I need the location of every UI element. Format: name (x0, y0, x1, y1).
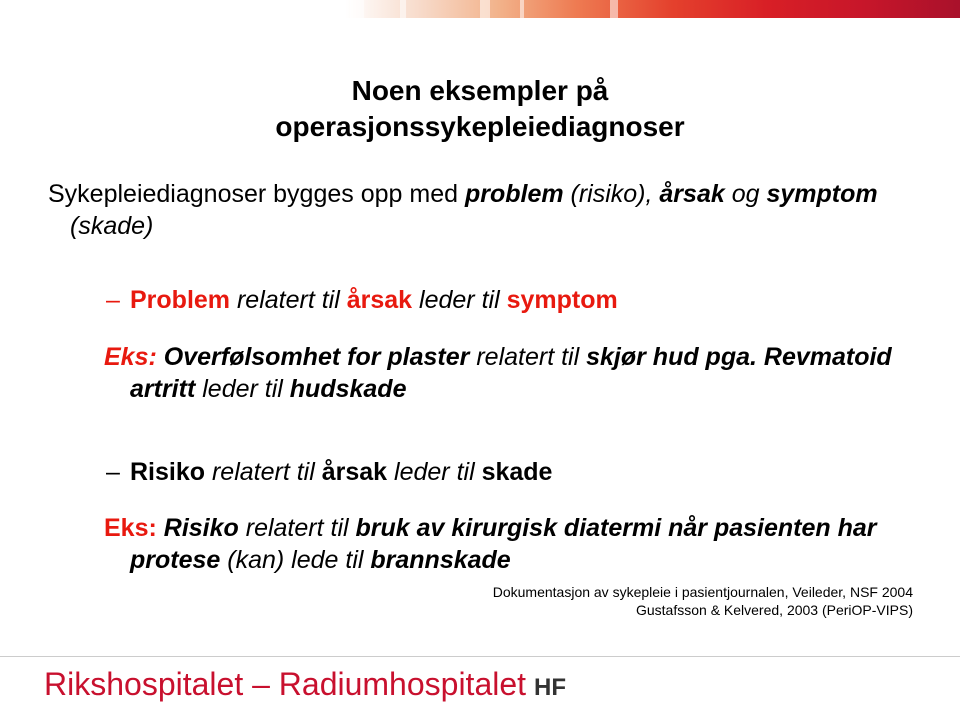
intro-symptom: symptom (766, 180, 878, 208)
reference-1: Dokumentasjon av sykepleie i pasientjournalen, Veileder, NSF 2004 (492, 584, 913, 600)
example2-text-2: (kan) lede til (220, 546, 371, 574)
title-line-1: Noen eksempler på (351, 75, 609, 106)
intro-text-2: (risiko), (563, 180, 660, 208)
formula1-text-2: leder til (412, 286, 507, 314)
formula2-text-1: relatert til (205, 458, 322, 486)
logo-text: Rikshospitalet – Radiumhospitalet (44, 666, 527, 702)
example1-text-2: leder til (195, 375, 290, 403)
intro-text-4: (skade) (70, 212, 154, 240)
intro-problem: problem (464, 180, 564, 208)
formula-problem (106, 284, 926, 316)
formula2-arsak: årsak (321, 458, 388, 486)
example-2 (104, 512, 950, 576)
formula1-problem: Problem (130, 286, 231, 314)
formula2-risiko: Risiko (130, 458, 206, 486)
top-gradient-bar (0, 0, 960, 18)
example2-text-1: relatert til (238, 514, 356, 542)
example2-damage: brannskade (370, 546, 511, 574)
formula2-text-2: leder til (387, 458, 482, 486)
slide-title (0, 73, 960, 145)
intro-text-3: og (724, 180, 767, 208)
footer-logo (44, 664, 566, 708)
formula1-symptom: symptom (506, 286, 618, 314)
references (493, 583, 913, 619)
intro-arsak: årsak (659, 180, 725, 208)
example2-risiko: Risiko (156, 514, 239, 542)
logo-suffix: HF (534, 674, 567, 701)
example1-symptom: hudskade (289, 375, 407, 403)
intro-text-1: Sykepleiediagnoser bygges opp med (48, 180, 465, 208)
example1-problem: Overfølsomhet for plaster (156, 343, 470, 371)
example1-text-1: relatert til (469, 343, 587, 371)
formula2-skade: skade (481, 458, 553, 486)
reference-2: Gustafsson & Kelvered, 2003 (PeriOP-VIPS) (635, 602, 913, 618)
dash-marker: – (106, 286, 120, 314)
footer-divider (0, 656, 960, 657)
formula-risiko (106, 456, 926, 488)
example2-cause: bruk av kirurgisk diatermi når pasienten har protese (130, 514, 877, 574)
example1-eks: Eks: (104, 343, 157, 371)
formula1-text-1: relatert til (230, 286, 347, 314)
formula1-arsak: årsak (346, 286, 413, 314)
example-1 (104, 341, 950, 405)
title-line-2: operasjonssykepleiediagnoser (275, 111, 685, 142)
intro-paragraph (48, 178, 930, 242)
dash-marker: – (106, 458, 120, 486)
example1-cause: skjør hud pga. Revmatoid artritt (130, 343, 892, 403)
example2-eks: Eks: (104, 514, 157, 542)
